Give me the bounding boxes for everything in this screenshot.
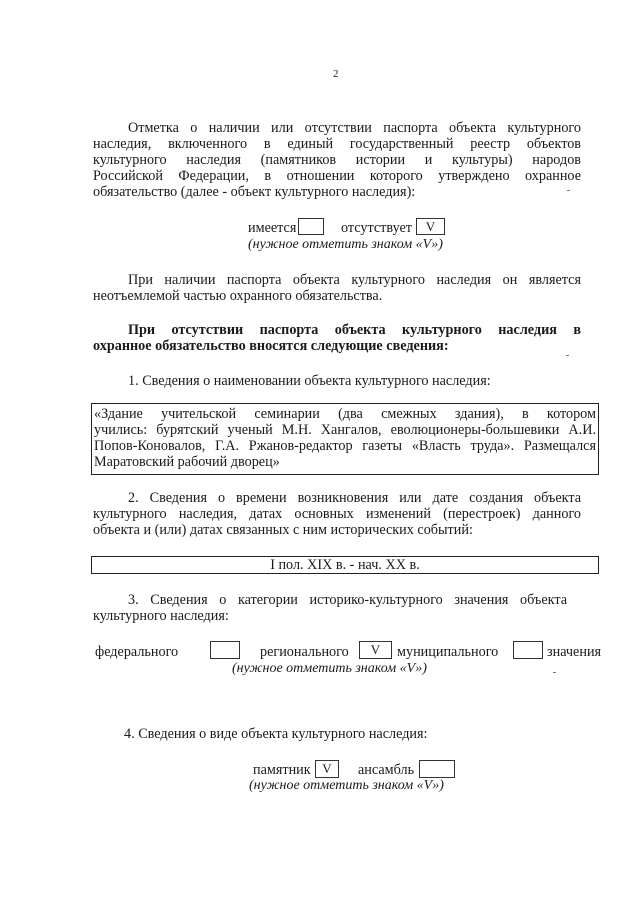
- section3-line: культурного наследия:: [93, 608, 229, 624]
- intro-line: Российской Федерации, в отношении которого утверждено охранное: [93, 168, 581, 184]
- passport-note-line: При наличии паспорта объекта культурного наследия он является: [128, 272, 581, 288]
- intro-line: обязательство (далее - объект культурного наследия):: [93, 184, 416, 200]
- page-number: 2: [333, 68, 339, 80]
- section2-date-box: I пол. XIX в. - нач. XX в.: [91, 556, 599, 574]
- passport-present-checkbox[interactable]: [298, 218, 324, 235]
- passport-absent-checkbox[interactable]: V: [416, 218, 445, 235]
- section3-line: 3. Сведения о категории историко-культурного значения объекта: [128, 592, 567, 608]
- intro-line: культурного наследия (памятников истории и культуры) народов: [93, 152, 581, 168]
- significance-label: значения: [547, 644, 602, 660]
- passport-note-line: неотъемлемой частью охранного обязательства.: [93, 288, 383, 304]
- scan-speck: [553, 672, 556, 673]
- section2-paragraph: [93, 490, 581, 538]
- section1-box-line: учились: бурятский ученый М.Н. Хангалов, еволюционеры-большевики А.И.: [94, 422, 596, 438]
- intro-line: Отметка о наличии или отсутствии паспорта объекта культурного: [128, 120, 581, 136]
- section2-line: культурного наследия, датах основных изменений (перестроек) данного: [93, 506, 581, 522]
- intro-line: наследия, включенного в единый государственный реестр объектов: [93, 136, 581, 152]
- section3-paragraph: [93, 592, 567, 624]
- section4-hint: (нужное отметить знаком «V»): [249, 778, 444, 793]
- passport-check-hint: (нужное отметить знаком «V»): [248, 237, 443, 252]
- scan-speck: [567, 190, 570, 191]
- federal-checkbox[interactable]: [210, 641, 240, 659]
- passport-note: [93, 272, 581, 304]
- section4-heading: 4. Сведения о виде объекта культурного наследия:: [124, 726, 428, 742]
- intro-paragraph: [93, 120, 581, 200]
- monument-label: памятник: [253, 762, 311, 778]
- municipal-label: муниципального: [397, 644, 499, 660]
- section1-heading: 1. Сведения о наименовании объекта культурного наследия:: [128, 373, 491, 389]
- ensemble-checkbox[interactable]: [419, 760, 455, 778]
- absence-note-line: При отсутствии паспорта объекта культурного наследия в: [128, 322, 581, 338]
- passport-present-label: имеется: [248, 220, 297, 236]
- monument-checkbox[interactable]: V: [315, 760, 339, 778]
- section3-hint: (нужное отметить знаком «V»): [232, 661, 427, 676]
- absence-note-line: охранное обязательство вносятся следующие сведения:: [93, 338, 449, 354]
- section2-line: объекта и (или) датах связанных с ним исторических событий:: [93, 522, 473, 538]
- regional-label: регионального: [260, 644, 349, 660]
- regional-checkbox[interactable]: V: [359, 641, 392, 659]
- section1-name-box: [91, 403, 599, 475]
- municipal-checkbox[interactable]: [513, 641, 543, 659]
- passport-absent-label: отсутствует: [341, 220, 412, 236]
- section1-box-line: Маратовский рабочий дворец»: [94, 454, 280, 470]
- section2-line: 2. Сведения о времени возникновения или дате создания объекта: [128, 490, 581, 506]
- section1-box-line: Попов-Коновалов, Г.А. Ржанов-редактор газеты «Власть труда». Размещался: [94, 438, 596, 454]
- scan-speck: [566, 355, 569, 356]
- absence-note: [93, 322, 581, 354]
- section1-box-line: «Здание учительской семинарии (два смежных здания), в котором: [94, 406, 596, 422]
- ensemble-label: ансамбль: [358, 762, 415, 778]
- federal-label: федерального: [95, 644, 179, 660]
